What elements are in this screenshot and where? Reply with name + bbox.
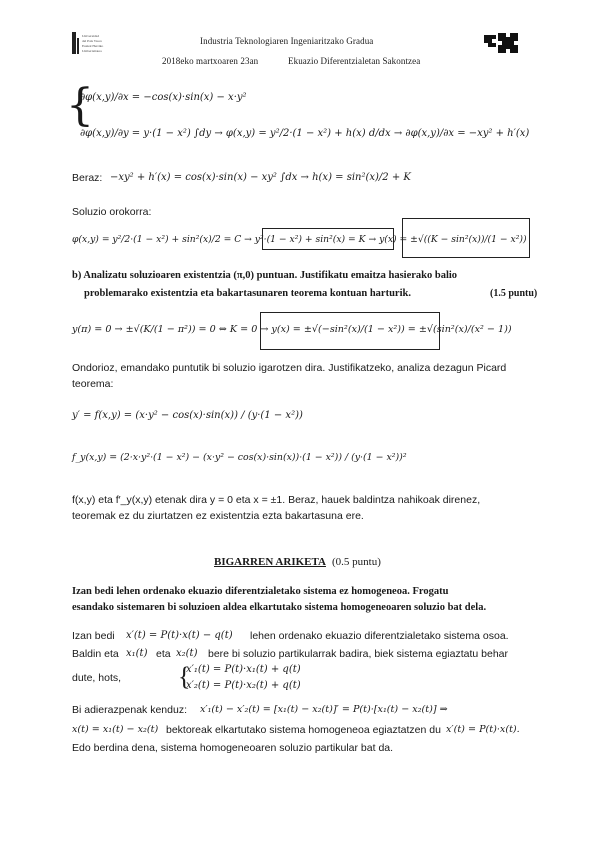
f-equation: y′ = f(x,y) = (x·y² − cos(x)·sin(x)) / (y·(1 − x²))	[72, 410, 303, 421]
university-logo	[72, 30, 132, 60]
header-course: Ekuazio Diferentzialetan Sakontzea	[288, 56, 421, 66]
picard-text-2: teorema:	[72, 378, 114, 390]
line5-homog: x′(t) = P(t)·x(t).	[446, 724, 520, 735]
logo-text-3: Euskal Herriko	[82, 44, 104, 48]
line2-x2: x₂(t)	[176, 648, 198, 659]
beraz-label: Beraz:	[72, 172, 103, 184]
boxed-particular-solution	[260, 312, 440, 350]
conclusion-1: f(x,y) eta f′_y(x,y) etenak dira y = 0 eta x = ±1. Beraz, hauek baldintza nahikoak direnez,	[72, 494, 481, 506]
header-degree: Industria Teknologiaren Ingeniaritzako Gradua	[200, 36, 374, 46]
general-solution-equation: φ(x,y) = y²/2·(1 − x²) + sin²(x)/2 = C → y²·(1 − x²) + sin²(x) = K → y(x) = ±√((K − sin²(x))/(1 − x²))	[72, 234, 527, 245]
fy-equation: f_y(x,y) = (2·x·y²·(1 − x²) − (x·y² − cos(x)·sin(x))·(1 − x²)) / (y·(1 − x²))²	[72, 452, 407, 463]
logo-text-1: Universidad	[82, 34, 100, 38]
part-b-points: (1.5 puntu)	[490, 288, 538, 299]
line6: Edo berdina dena, sistema homogeneoaren soluzio partikular bat da.	[72, 742, 394, 754]
line2-label: Baldin eta	[72, 648, 119, 660]
header-date: 2018eko martxoaren 23an	[162, 56, 259, 66]
statement-2: esandako sistemaren bi soluzioen aldea elkartutako sistema homogeneoaren soluzio bat dela.	[72, 602, 487, 613]
line2-x1: x₁(t)	[126, 648, 148, 659]
general-solution-label: Soluzio orokorra:	[72, 206, 152, 218]
conclusion-2: teoremak ez du ziurtatzen ez existentzia ezta bakartasuna ere.	[72, 510, 364, 522]
part-b-equation: y(π) = 0 → ±√(K/(1 − π²)) = 0 ⇔ K = 0 → y(x) = ±√(−sin²(x)/(1 − x²)) = ±√(sin²(x)/(x² − 1))	[72, 324, 512, 335]
line5-x: x(t) = x₁(t) − x₂(t)	[72, 724, 159, 735]
part-b-title-2: problemarako existentzia eta bakartasunaren teorema kontuan harturik.	[84, 288, 411, 299]
line2-text: bere bi soluzio partikularrak badira, biek sistema egiaztatu behar	[208, 648, 508, 660]
line3-eq1: x′₁(t) = P(t)·x₁(t) + q(t)	[186, 664, 301, 675]
boxed-explicit-solution	[402, 218, 530, 258]
line1-text: lehen ordenako ekuazio diferentzialetako sistema osoa.	[250, 630, 509, 642]
part-b-title: b) Analizatu soluzioaren existentzia (π,0) puntuan. Justifikatu emaitza hasierako balio	[72, 270, 458, 281]
line2-and: eta	[156, 648, 171, 660]
line4-equation: x′₁(t) − x′₂(t) = [x₁(t) − x₂(t)]′ = P(t)·[x₁(t) − x₂(t)] ⇒	[200, 704, 448, 715]
boxed-implicit-solution	[262, 228, 394, 250]
line5-text: bektoreak elkartutako sistema homogeneoa egiaztatzen du	[166, 724, 441, 736]
line1-equation: x′(t) = P(t)·x(t) − q(t)	[126, 630, 233, 641]
system-brace: {	[66, 80, 94, 131]
logo-text-2: del País Vasco	[82, 39, 103, 43]
statement-1: Izan bedi lehen ordenako ekuazio diferentzialetako sistema ez homogeneoa. Frogatu	[72, 586, 449, 597]
second-exercise-heading: BIGARREN ARIKETA	[214, 556, 326, 568]
line3-brace: {	[178, 662, 191, 691]
picard-text-1: Ondorioz, emandako puntutik bi soluzio igarotzen dira. Justifikatzeko, analiza dezagun Picard	[72, 362, 507, 374]
second-exercise-points: (0.5 puntu)	[332, 556, 381, 568]
line4-label: Bi adierazpenak kenduz:	[72, 704, 187, 716]
line3-label: dute, hots,	[72, 672, 122, 684]
system-eq2: ∂φ(x,y)/∂y = y·(1 − x²) ∫dy → φ(x,y) = y²/2·(1 − x²) + h(x) d/dx → ∂φ(x,y)/∂x = −xy² + h′(x)	[80, 128, 530, 139]
line3-eq2: x′₂(t) = P(t)·x₂(t) + q(t)	[186, 680, 301, 691]
beraz-equation: −xy² + h′(x) = cos(x)·sin(x) − xy² ∫dx → h(x) = sin²(x)/2 + K	[110, 172, 411, 183]
logo-text-4: Unibertsitatea	[82, 49, 102, 53]
ehu-logo-icon	[482, 31, 520, 55]
line1-label: Izan bedi	[72, 630, 115, 642]
system-eq1: ∂φ(x,y)/∂x = −cos(x)·sin(x) − x·y²	[80, 92, 247, 103]
